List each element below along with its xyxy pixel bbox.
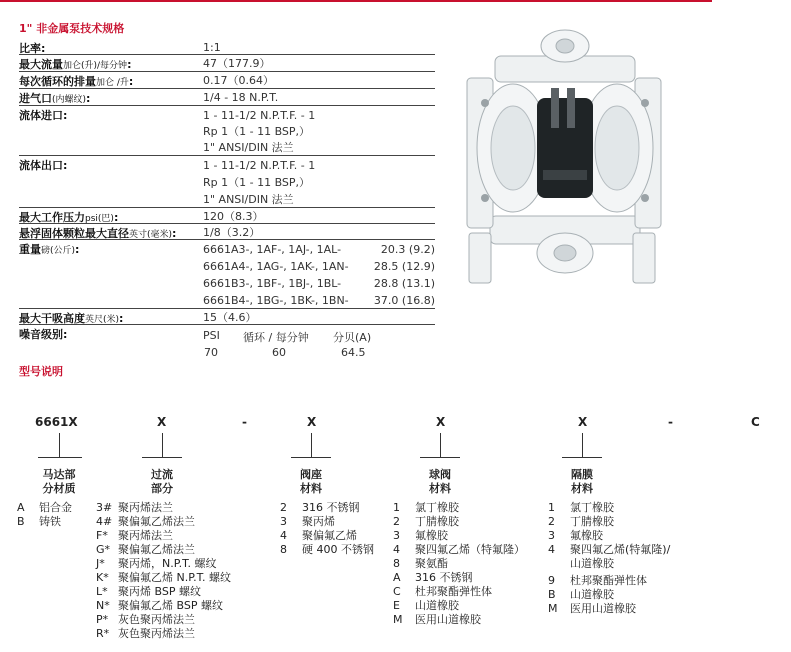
option-diaphragm: M 医用山道橡胶 [548,602,636,615]
option-ball: 8 聚氨酯 [393,557,448,570]
pump-illustration [455,28,670,290]
option-wetted: F* 聚丙烯法兰 [96,529,173,542]
spec-row-max-pressure: 最大工作压力psi(巴): 120（8.3） [19,209,435,224]
model-code-x1: X [157,415,167,429]
spec-title: 1" 非金属泵技术规格 [19,22,125,35]
option-ball: 2 丁腈橡胶 [393,515,459,528]
option-wetted: R* 灰色聚丙烯法兰 [96,627,195,640]
connector-line [582,433,583,457]
option-diaphragm: B 山道橡胶 [548,588,614,601]
header-wetted-parts: 过流 部分 [151,468,173,495]
option-ball: C 杜邦聚酯弹性体 [393,585,492,598]
header-underline [38,457,82,458]
option-ball: 1 氯丁橡胶 [393,501,459,514]
option-wetted: 4# 聚偏氟乙烯法兰 [96,515,195,528]
option-ball: 4 聚四氟乙烯（特氟隆） [393,543,525,556]
spec-row-weight: 重量磅(公斤): 6661A3-, 1AF-, 1AJ-, 1AL- 20.3 (9.2) 6661A4-, 1AG-, 1AK-, 1AN- 28.5 (12.9) 6661B3-, 1BF-, 1BJ-, 1BL- 28.8 (13.1) 6661B4-, 1BG-, 1BK-, 1BN- 37.0 (16.8) [19,243,435,307]
model-code-x3: X [436,415,446,429]
noise-value-psi: 70 [204,346,218,359]
header-seat-material: 阀座 材料 [300,468,322,495]
option-diaphragm: 3 氟橡胶 [548,529,603,542]
option-diaphragm: 9 杜邦聚酯弹性体 [548,574,647,587]
header-ball-material: 球阀 材料 [429,468,451,495]
header-underline [291,457,331,458]
noise-header-psi: PSI [203,329,220,342]
spec-row-fluid-inlet: 流体进口: 1 - 11-1/2 N.P.T.F. - 1 Rp 1（1 - 11 BSP,） 1" ANSI/DIN 法兰 [19,107,435,156]
model-title: 型号说明 [19,365,63,378]
noise-value-cycles: 60 [272,346,286,359]
option-diaphragm: 1 氯丁橡胶 [548,501,614,514]
connector-line [311,433,312,457]
header-underline [142,457,182,458]
model-code-x2: X [307,415,317,429]
option-ball: A 316 不锈钢 [393,571,473,584]
connector-line [440,433,441,457]
option-seat: 2 316 不锈钢 [280,501,360,514]
option-seat: 3 聚丙烯 [280,515,335,528]
option-motor-b: B 铸铁 [17,515,61,528]
option-wetted: 3# 聚丙烯法兰 [96,501,173,514]
noise-value-db: 64.5 [341,346,366,359]
option-wetted: N* 聚偏氟乙烯 BSP 螺纹 [96,599,223,612]
option-wetted: K* 聚偏氟乙烯 N.P.T. 螺纹 [96,571,232,584]
option-wetted: P* 灰色聚丙烯法兰 [96,613,195,626]
model-code-dash2: - [668,415,673,429]
top-accent-line [0,0,712,2]
model-code-c: C [751,415,760,429]
connector-line [59,433,60,457]
noise-label: 噪音级别: [19,328,68,341]
spec-row-displacement: 每次循环的排量加仑 /升: 0.17（0.64） [19,73,435,89]
connector-line [162,433,163,457]
spec-row-air-inlet: 进气口(内螺纹): 1/4 - 18 N.P.T. [19,90,435,106]
spec-row-max-flow: 最大流量加仑(升)/每分钟: 47（177.9） [19,56,435,72]
pump-body [467,30,661,283]
spec-row-dry-lift: 最大干吸高度英尺(米): 15（4.6） [19,310,435,325]
header-motor-material: 马达部 分材质 [42,468,76,495]
spec-row-fluid-outlet: 流体出口: 1 - 11-1/2 N.P.T.F. - 1 Rp 1（1 - 11 BSP,） 1" ANSI/DIN 法兰 [19,157,435,208]
option-ball: M 医用山道橡胶 [393,613,481,626]
option-ball: 3 氟橡胶 [393,529,448,542]
option-seat: 8 硬 400 不锈钢 [280,543,374,556]
option-wetted: L* 聚丙烯 BSP 螺纹 [96,585,201,598]
option-wetted: J* 聚丙烯，N.P.T. 螺纹 [96,557,217,570]
header-underline [420,457,460,458]
option-motor-a: A 铝合金 [17,501,72,514]
model-code-dash1: - [242,415,247,429]
option-diaphragm: 2 丁腈橡胶 [548,515,614,528]
option-wetted: G* 聚偏氟乙烯法兰 [96,543,195,556]
header-underline [562,457,602,458]
header-diaphragm-material: 隔膜 材料 [571,468,593,495]
option-ball: E 山道橡胶 [393,599,459,612]
option-diaphragm: 山道橡胶 [570,557,614,570]
spec-row-max-solids: 悬浮固体颗粒最大直径英寸(毫米): 1/8（3.2） [19,225,435,240]
option-seat: 4 聚偏氟乙烯 [280,529,357,542]
noise-header-cycles: 循环 / 每分钟 [243,331,309,344]
spec-row-ratio: 比率: 1:1 [19,40,435,55]
option-diaphragm: 4 聚四氟乙烯(特氟隆)/ [548,543,671,556]
model-code-base: 6661X [35,415,78,429]
model-code-x4: X [578,415,588,429]
noise-header-db: 分贝(A) [333,331,372,344]
